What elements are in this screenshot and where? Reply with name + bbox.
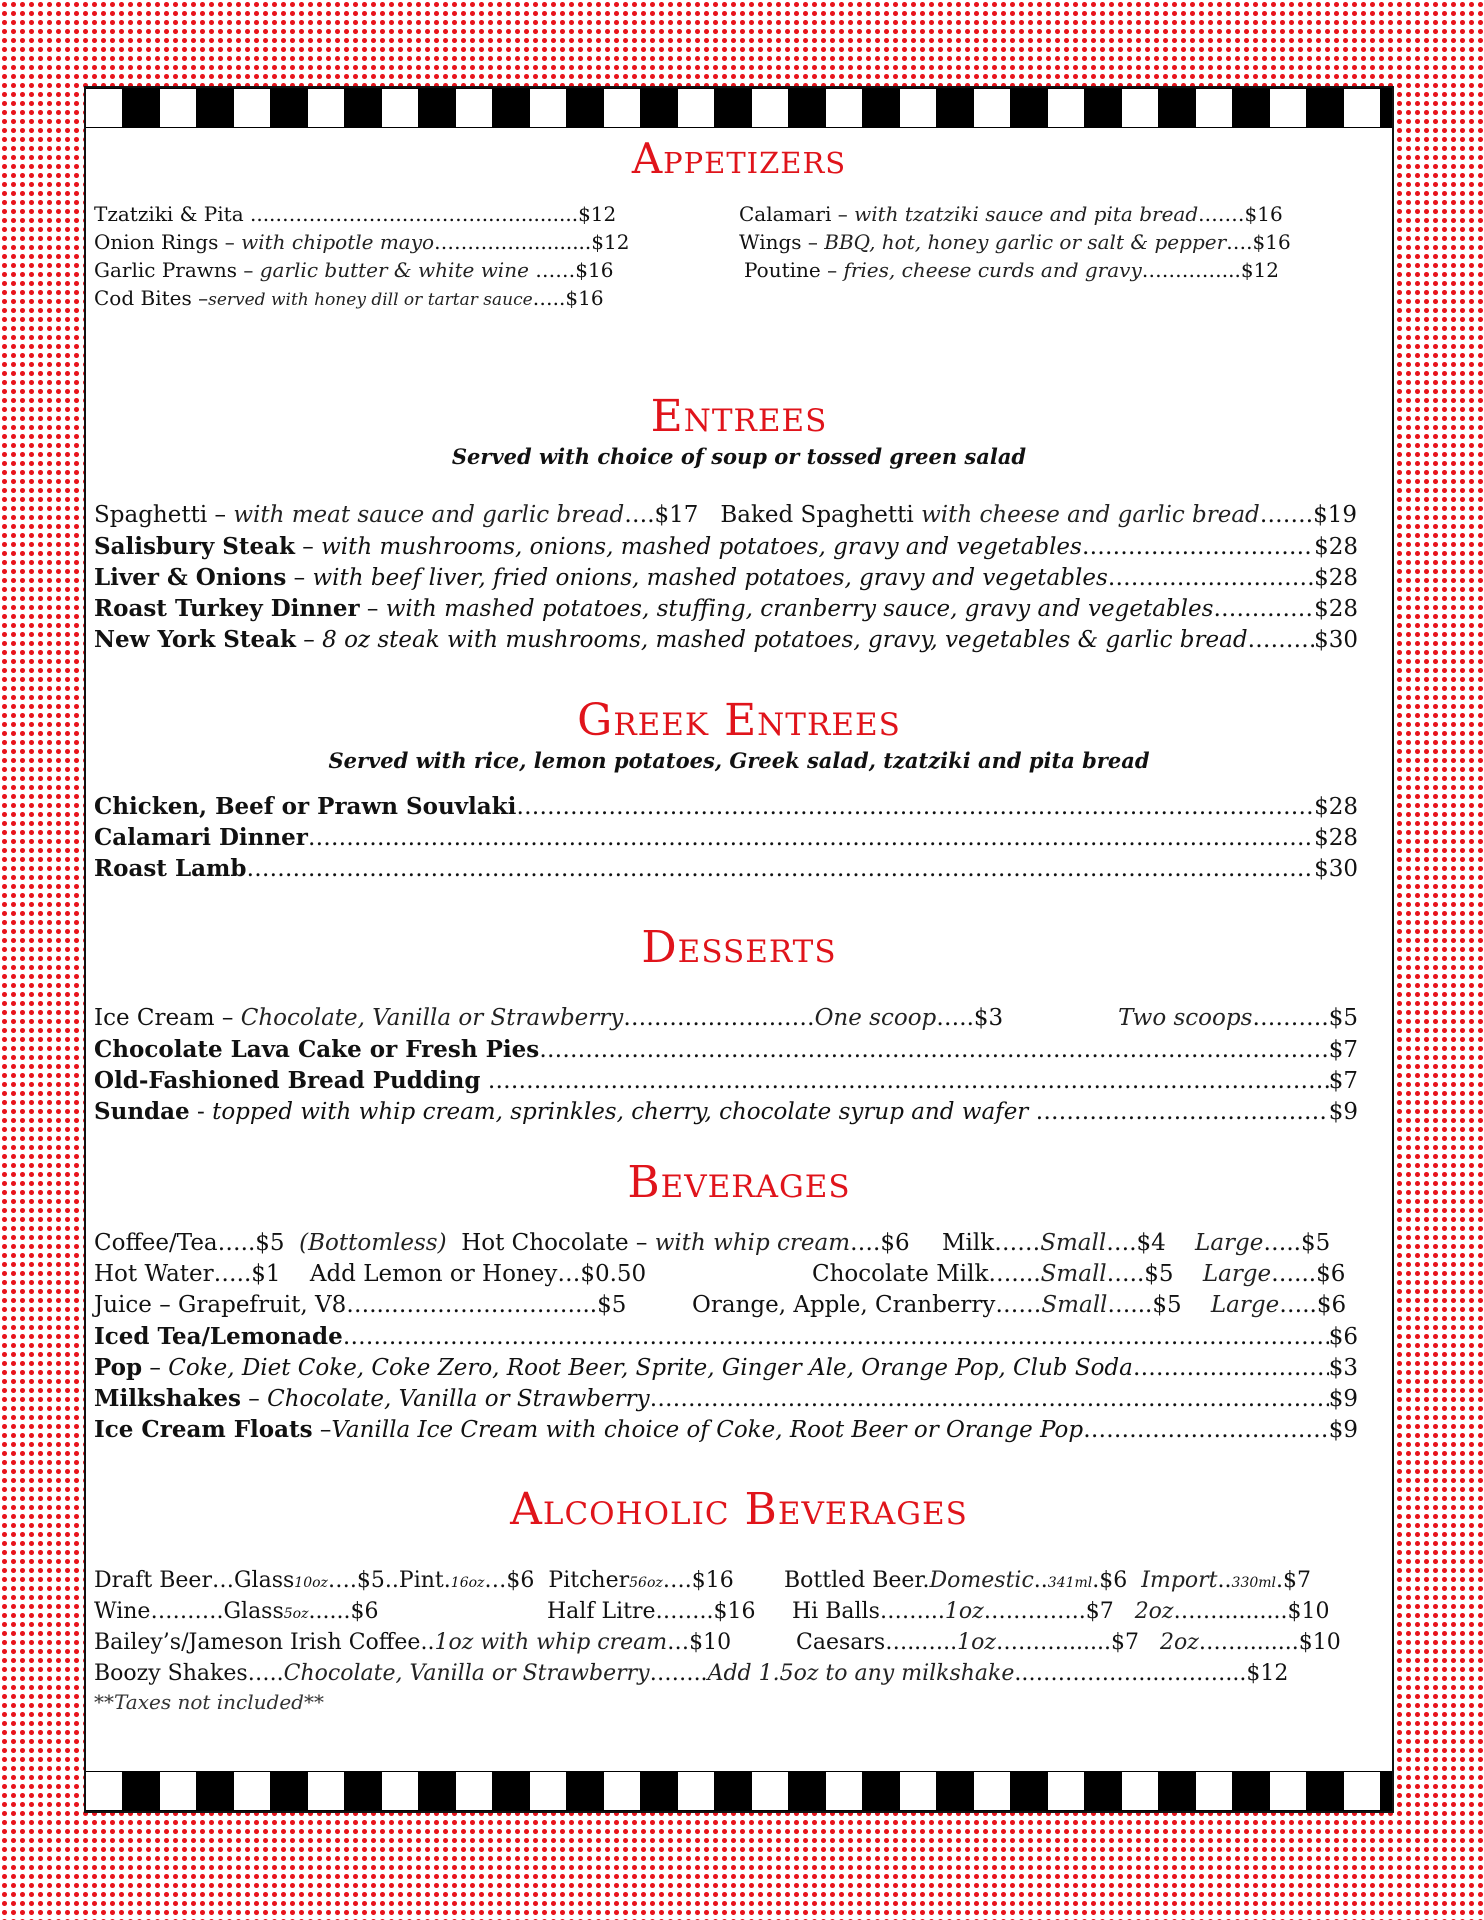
menu-item: Chicken, Beef or Prawn Souvlaki ………………………………………………………………………………………………………………………………………………………………………………………… $28 bbox=[94, 791, 1358, 823]
greek-entrees-title: Greek Entrees bbox=[577, 695, 901, 746]
menu-item: Orange, Apple, Cranberry……Small…...$5 Large…..$6 bbox=[692, 1292, 1347, 1318]
menu-item: Bailey’s/Jameson Irish Coffee..1oz with whip cream…$10 bbox=[94, 1630, 732, 1655]
checkered-border-top bbox=[86, 88, 1392, 128]
menu-item: Cod Bites –served with honey dill or tartar sauce…..$16 bbox=[94, 286, 604, 310]
desserts-title: Desserts bbox=[641, 922, 837, 973]
menu-card bbox=[84, 86, 1394, 1813]
menu-item: Wings – BBQ, hot, honey garlic or salt & pepper….$16 bbox=[739, 230, 1291, 254]
menu-item: Ice Cream Floats – Vanilla Ice Cream with choice of Coke, Root Beer or Orange Pop ………………………………………………………………………………………………………………………………………………………………………………………… $9 bbox=[94, 1414, 1358, 1446]
beverages-title: Beverages bbox=[627, 1157, 851, 1208]
menu-item: Tzatziki & Pita ....……………….…………..…..........$12 bbox=[94, 202, 617, 226]
appetizers-title: Appetizers bbox=[631, 134, 847, 183]
menu-item: Calamari – with tzatziki sauce and pita bread.……$16 bbox=[739, 202, 1283, 226]
menu-item: Sundae - topped with whip cream, sprinkles, cherry, chocolate syrup and wafer ………………………………………………………………………………………………………………………………………………………………………………………… $9 bbox=[94, 1096, 1358, 1128]
menu-item: Poutine – fries, cheese curds and gravy…………...$12 bbox=[744, 258, 1280, 282]
menu-item: Old-Fashioned Bread Pudding ………………………………………………………………………………………………………………………………………………………………………………………… $7 bbox=[94, 1065, 1358, 1097]
menu-item: Half Litre……..$16 bbox=[547, 1599, 756, 1624]
menu-item: Salisbury Steak – with mushrooms, onions, mashed potatoes, gravy and vegetables ………………………………………………………………………………………………………………………………………………………………………………………… $28 bbox=[94, 531, 1358, 563]
menu-item: Boozy Shakes…..Chocolate, Vanilla or Strawberry……..Add 1.5oz to any milkshake..……………...………...$12 bbox=[94, 1661, 1289, 1686]
alcoholic-beverages-title: Alcoholic Beverages bbox=[510, 1484, 968, 1535]
taxes-note: **Taxes not included** bbox=[94, 1690, 324, 1714]
menu-item: Juice – Grapefruit, V8…...……………………...$5 bbox=[94, 1292, 627, 1318]
menu-item: Milkshakes – Chocolate, Vanilla or Strawberry ………………………………………………………………………………………………………………………………………………………………………………………… $9 bbox=[94, 1383, 1358, 1415]
menu-item: Pop – Coke, Diet Coke, Coke Zero, Root Beer, Sprite, Ginger Ale, Orange Pop, Club Soda ………………………………………………………………………………………………………………………………………………………………………………………… $3 bbox=[94, 1352, 1358, 1384]
menu-item: Hi Balls……...1oz…………..$7 2oz……..........$10 bbox=[792, 1599, 1330, 1624]
menu-item: New York Steak – 8 oz steak with mushrooms, mashed potatoes, gravy, vegetables & garlic bread ………………………………………………………………………………………………………………………………………………………………………………………… $30 bbox=[94, 624, 1358, 656]
menu-item: Milk……Small….$4 Large…..$5 bbox=[942, 1230, 1331, 1256]
entrees-subtitle: Served with choice of soup or tossed green salad bbox=[451, 444, 1027, 469]
menu-item: Spaghetti – with meat sauce and garlic bread….$17 Baked Spaghetti with cheese and garlic bread…….$19 bbox=[94, 502, 1357, 528]
menu-item: Roast Lamb ………………………………………………………………………………………………………………………………………………………………………………………… $30 bbox=[94, 853, 1358, 885]
menu-item: Coffee/Tea…..$5 (Bottomless) Hot Chocolate – with whip cream….$6 bbox=[94, 1230, 910, 1256]
menu-item: Caesars…..…..1oz……….......$7 2oz……........$10 bbox=[796, 1630, 1341, 1655]
menu-item: Onion Rings – with chipotle mayo…………….........$12 bbox=[94, 230, 630, 254]
menu-item: Calamari Dinner ………………………………………………………………………………………………………………………………………………………………………………………… $28 bbox=[94, 822, 1358, 854]
menu-item: Garlic Prawns – garlic butter & white wine ……$16 bbox=[94, 258, 614, 282]
menu-item: Chocolate Milk…....Small…..$5 Large…...$6 bbox=[812, 1261, 1346, 1287]
menu-item: Iced Tea/Lemonade ………………………………………………………………………………………………………………………………………………………………………………………… $6 bbox=[94, 1321, 1358, 1353]
menu-item: Bottled Beer.Domestic..341ml.$6 Import..330ml.$7 bbox=[784, 1568, 1312, 1593]
menu-item: Roast Turkey Dinner – with mashed potatoes, stuffing, cranberry sauce, gravy and vegetables ………………………………………………………………………………………………………………………………………………………………………………………… $28 bbox=[94, 593, 1358, 625]
menu-item: Liver & Onions – with beef liver, fried onions, mashed potatoes, gravy and vegetables ………………………………………………………………………………………………………………………………………………………………………………………… $28 bbox=[94, 562, 1358, 594]
menu-item: Draft Beer…Glass10oz….$5..Pint.16oz…$6 Pitcher56oz….$16 bbox=[94, 1568, 734, 1593]
menu-item: Ice Cream – Chocolate, Vanilla or Strawberry……………….……One scoop…..$3 Two scoops……….$5 bbox=[94, 1005, 1358, 1031]
entrees-title: Entrees bbox=[650, 391, 828, 442]
menu-item: Hot Water…..$1 Add Lemon or Honey…$0.50 bbox=[94, 1261, 647, 1287]
greek-entrees-subtitle: Served with rice, lemon potatoes, Greek salad, tzatziki and pita bread bbox=[328, 748, 1150, 773]
checkered-border-bottom bbox=[86, 1771, 1392, 1811]
menu-item: Chocolate Lava Cake or Fresh Pies ………………………………………………………………………………………………………………………………………………………………………………………… $7 bbox=[94, 1034, 1358, 1066]
menu-item: Wine……….Glass5oz......$6 bbox=[94, 1599, 379, 1624]
